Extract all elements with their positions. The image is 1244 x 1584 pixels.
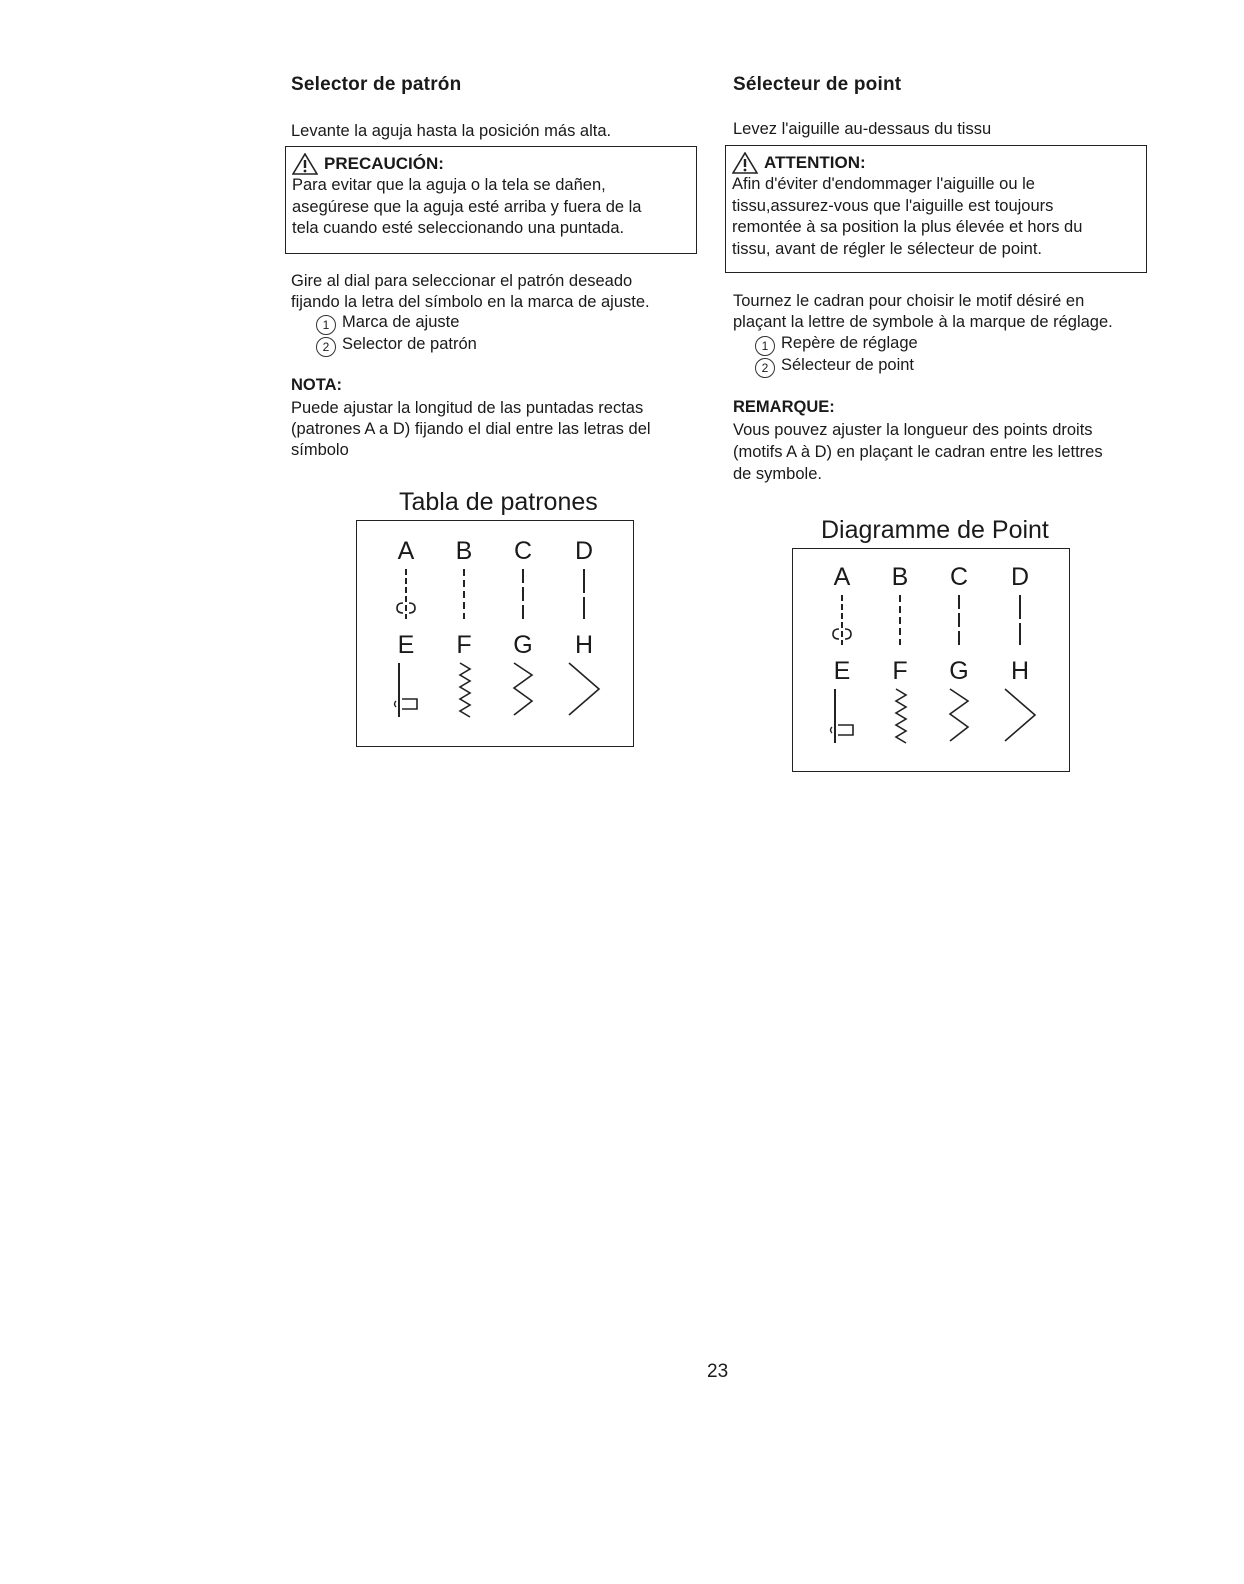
pattern-table-title: Tabla de patrones bbox=[399, 488, 598, 516]
pattern-letter: E bbox=[397, 631, 415, 659]
caution-title bbox=[292, 153, 690, 175]
caution-box bbox=[285, 146, 697, 254]
medium-straight-stitch-icon bbox=[944, 593, 974, 648]
pattern-letter: C bbox=[949, 563, 969, 591]
caution-line: Para evitar que la aguja o la tela se dañen, bbox=[292, 176, 606, 194]
long-straight-stitch-icon bbox=[569, 567, 599, 622]
note-line: Vous pouvez ajuster la longueur des points droits bbox=[733, 421, 1093, 439]
section-heading: Sélecteur de point bbox=[733, 74, 902, 95]
point-table bbox=[792, 548, 1070, 772]
intro-text: Levante la aguja hasta la posición más alta. bbox=[291, 122, 612, 140]
medium-straight-stitch-icon bbox=[508, 567, 538, 622]
pattern-letter: B bbox=[891, 563, 909, 591]
instruction-line: fijando la letra del símbolo en la marca de ajuste. bbox=[291, 293, 650, 311]
pattern-letter: G bbox=[513, 631, 533, 659]
pattern-letter: G bbox=[949, 657, 969, 685]
warning-triangle-icon bbox=[292, 153, 318, 175]
section-heading: Selector de patrón bbox=[291, 74, 462, 95]
medium-zigzag-stitch-icon bbox=[942, 687, 976, 745]
wide-zigzag-stitch-icon bbox=[999, 687, 1041, 745]
list-item bbox=[316, 335, 477, 357]
note-line: (motifs A à D) en plaçant le cadran entre les lettres bbox=[733, 443, 1103, 461]
pattern-letter: F bbox=[892, 657, 908, 685]
attention-title-text: ATTENTION: bbox=[764, 153, 866, 173]
list-item bbox=[755, 356, 914, 378]
list-item bbox=[316, 313, 459, 335]
pattern-table bbox=[356, 520, 634, 747]
narrow-zigzag-stitch-icon bbox=[886, 687, 916, 745]
number-badge: 1 bbox=[755, 336, 775, 356]
list-item-text: Repère de réglage bbox=[781, 334, 918, 352]
instruction-line: Tournez le cadran pour choisir le motif désiré en bbox=[733, 292, 1085, 310]
attention-line: tissu, avant de régler le sélecteur de point. bbox=[732, 239, 1043, 258]
pattern-letter: B bbox=[455, 537, 473, 565]
medium-zigzag-stitch-icon bbox=[506, 661, 540, 719]
attention-line: Afin d'éviter d'endommager l'aiguille ou le bbox=[732, 175, 1035, 193]
narrow-zigzag-stitch-icon bbox=[450, 661, 480, 719]
long-straight-stitch-icon bbox=[1005, 593, 1035, 648]
pattern-letter: F bbox=[456, 631, 472, 659]
note-line: Puede ajustar la longitud de las puntadas rectas bbox=[291, 399, 644, 417]
attention-title bbox=[732, 152, 1140, 174]
number-badge: 2 bbox=[316, 337, 336, 357]
pattern-letter: E bbox=[833, 657, 851, 685]
note-label: NOTA: bbox=[291, 376, 343, 394]
pattern-letter: H bbox=[1010, 657, 1030, 685]
pattern-letter: C bbox=[513, 537, 533, 565]
pattern-letter: H bbox=[574, 631, 594, 659]
short-straight-stitch-icon bbox=[449, 567, 479, 622]
pattern-letter: D bbox=[574, 537, 594, 565]
note-line: (patrones A a D) fijando el dial entre las letras del bbox=[291, 420, 651, 438]
warning-triangle-icon bbox=[732, 152, 758, 174]
buttonhole-stitch-icon bbox=[823, 687, 863, 745]
list-item bbox=[755, 334, 918, 356]
short-straight-stitch-icon bbox=[885, 593, 915, 648]
caution-line: tela cuando esté seleccionando una puntada. bbox=[292, 219, 625, 237]
pattern-letter: A bbox=[833, 563, 851, 591]
page-number: 23 bbox=[707, 1361, 729, 1382]
attention-line: remontée à sa position la plus élevée et hors du bbox=[732, 218, 1083, 236]
bartack-stitch-icon bbox=[827, 593, 857, 648]
caution-title-text: PRECAUCIÓN: bbox=[324, 154, 444, 174]
instruction-line: plaçant la lettre de symbole à la marque de réglage. bbox=[733, 313, 1113, 331]
wide-zigzag-stitch-icon bbox=[563, 661, 605, 719]
point-table-title: Diagramme de Point bbox=[821, 516, 1049, 544]
bartack-stitch-icon bbox=[391, 567, 421, 622]
list-item-text: Marca de ajuste bbox=[342, 313, 460, 331]
list-item-text: Selector de patrón bbox=[342, 335, 477, 353]
caution-line: asegúrese que la aguja esté arriba y fuera de la bbox=[292, 197, 642, 216]
number-badge: 1 bbox=[316, 315, 336, 335]
note-label: REMARQUE: bbox=[733, 398, 835, 416]
attention-line: tissu,assurez-vous que l'aiguille est toujours bbox=[732, 196, 1054, 215]
pattern-letter: D bbox=[1010, 563, 1030, 591]
note-line: de symbole. bbox=[733, 465, 822, 483]
note-line: símbolo bbox=[291, 441, 349, 459]
number-badge: 2 bbox=[755, 358, 775, 378]
buttonhole-stitch-icon bbox=[387, 661, 427, 719]
list-item-text: Sélecteur de point bbox=[781, 356, 915, 374]
instruction-line: Gire al dial para seleccionar el patrón deseado bbox=[291, 272, 633, 290]
attention-box bbox=[725, 145, 1147, 273]
pattern-letter: A bbox=[397, 537, 415, 565]
intro-text: Levez l'aiguille au-dessaus du tissu bbox=[733, 120, 992, 138]
